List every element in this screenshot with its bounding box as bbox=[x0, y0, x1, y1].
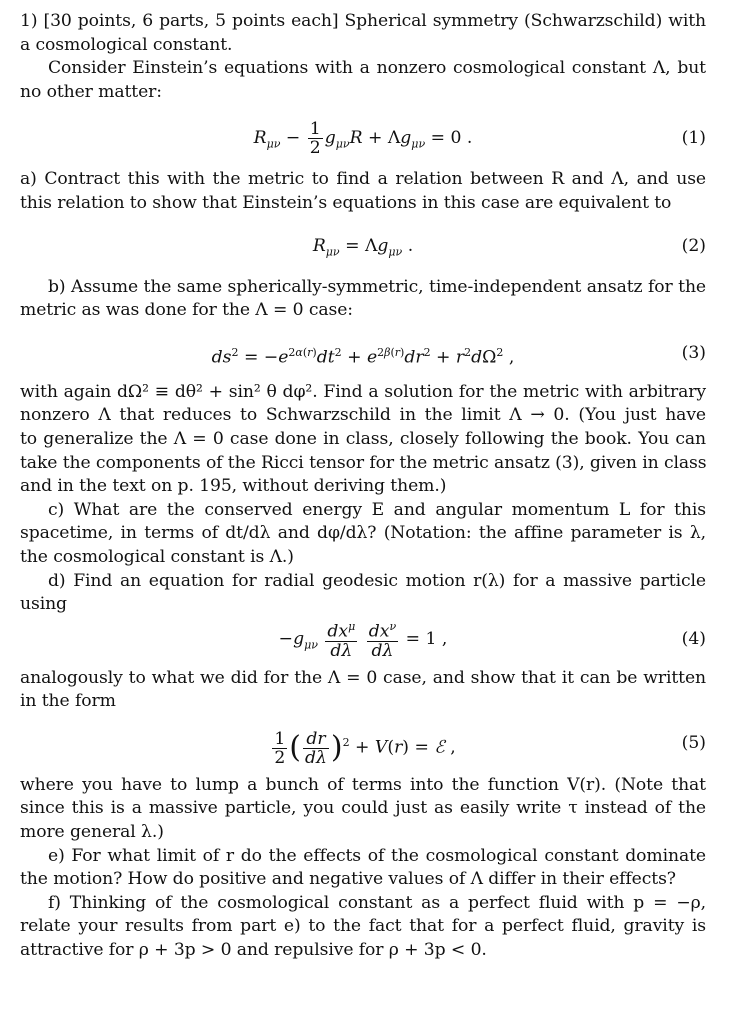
equation-3 bbox=[20, 331, 706, 375]
equation-1 bbox=[20, 116, 706, 160]
equation-2-number: (2) bbox=[681, 235, 706, 256]
part-f-line-1: f) Thinking of the cosmological constant as a perfect fluid with p = −ρ, bbox=[48, 892, 706, 913]
part-f-line-2: relate your results from part e) to the fact that for a perfect fluid, gravity is bbox=[20, 916, 706, 937]
part-c-line-2: spacetime, in terms of dt/dλ and dφ/dλ? (Notation: the affine parameter is λ, bbox=[20, 523, 706, 544]
part-b-line-4: nonzero Λ that reduces to Schwarzschild in the limit Λ → 0. (You just have bbox=[20, 405, 706, 426]
equation-5-body: $\frac{1}{2}$ ( $\frac{dr}{d\lambda}$ )$^2$ + V(r) = ℰ , bbox=[274, 728, 456, 768]
part-a-line-2: this relation to show that Einstein’s equations in this case are equivalent to bbox=[20, 192, 672, 213]
intro-line-1: Consider Einstein’s equations with a nonzero cosmological constant Λ, but bbox=[48, 58, 706, 79]
part-e-line-1: e) For what limit of r do the effects of the cosmological constant dominate bbox=[48, 845, 706, 866]
part-b-line-6: take the components of the Ricci tensor for the metric ansatz (3), given in class bbox=[20, 452, 707, 473]
problem-page bbox=[20, 10, 706, 963]
problem-header-line-1: 1) [30 points, 6 parts, 5 points each] Spherical symmetry (Schwarzschild) with bbox=[20, 11, 706, 31]
equation-2-body: $R_{\mu\nu} = \Lambda g_{\mu\nu}$ . bbox=[312, 235, 414, 258]
intro-line-2: no other matter: bbox=[20, 81, 162, 102]
part-c-line-1: c) What are the conserved energy E and angular momentum L for this bbox=[48, 499, 706, 520]
equation-5 bbox=[20, 718, 706, 768]
part-d-line-5: where you have to lump a bunch of terms into the function V(r). (Note that bbox=[20, 774, 706, 795]
part-e-line-2: the motion? How do positive and negative values of Λ differ in their effects? bbox=[20, 869, 676, 890]
part-f-line-3: attractive for ρ + 3p > 0 and repulsive for ρ + 3p < 0. bbox=[20, 940, 487, 961]
part-b-line-7: and in the text on p. 195, without deriving them.) bbox=[20, 476, 447, 497]
part-d-line-7: more general λ.) bbox=[20, 822, 164, 843]
part-b-line-1: b) Assume the same spherically-symmetric, time-independent ansatz for the bbox=[48, 276, 706, 297]
equation-5-number: (5) bbox=[681, 732, 706, 753]
equation-4 bbox=[20, 617, 706, 661]
equation-1-number: (1) bbox=[681, 128, 706, 149]
equation-1-body: $R_{\mu\nu}$ − $\frac{1}{2}$ $g_{\mu\nu}R + \Lambda g_{\mu\nu} = 0$ . bbox=[253, 119, 473, 159]
part-c-line-3: the cosmological constant is Λ.) bbox=[20, 546, 294, 567]
part-d-line-4: in the form bbox=[20, 691, 116, 712]
equation-4-body: $-g_{\mu\nu}$ $\frac{dx^\mu}{d\lambda}$ $\frac{dx^\nu}{d\lambda}$ = 1 , bbox=[278, 620, 448, 662]
equation-3-number: (3) bbox=[681, 342, 706, 363]
equation-3-body: $ds^2 = -e^{2\alpha(r)}dt^2 + e^{2\beta(r)}dr^2 + r^2d\Omega^2$ , bbox=[211, 345, 515, 368]
part-d-line-2: using bbox=[20, 594, 67, 615]
part-b-line-3: with again dΩ² ≡ dθ² + sin² θ dφ². Find a solution for the metric with arbitrary bbox=[20, 381, 706, 402]
part-b-line-2: metric as was done for the Λ = 0 case: bbox=[20, 300, 354, 321]
equation-4-number: (4) bbox=[681, 628, 706, 649]
problem-header-line-2: a cosmological constant. bbox=[20, 34, 233, 55]
part-d-line-6: since this is a massive particle, you could just as easily write τ instead of the bbox=[20, 798, 706, 819]
part-d-line-1: d) Find an equation for radial geodesic motion r(λ) for a massive particle bbox=[48, 570, 706, 591]
part-b-line-5: to generalize the Λ = 0 case done in class, closely following the book. You can bbox=[20, 428, 706, 449]
part-a-line-1: a) Contract this with the metric to find a relation between R and Λ, and use bbox=[20, 169, 706, 190]
part-d-line-3: analogously to what we did for the Λ = 0 case, and show that it can be written bbox=[20, 667, 706, 688]
equation-2 bbox=[20, 224, 706, 268]
